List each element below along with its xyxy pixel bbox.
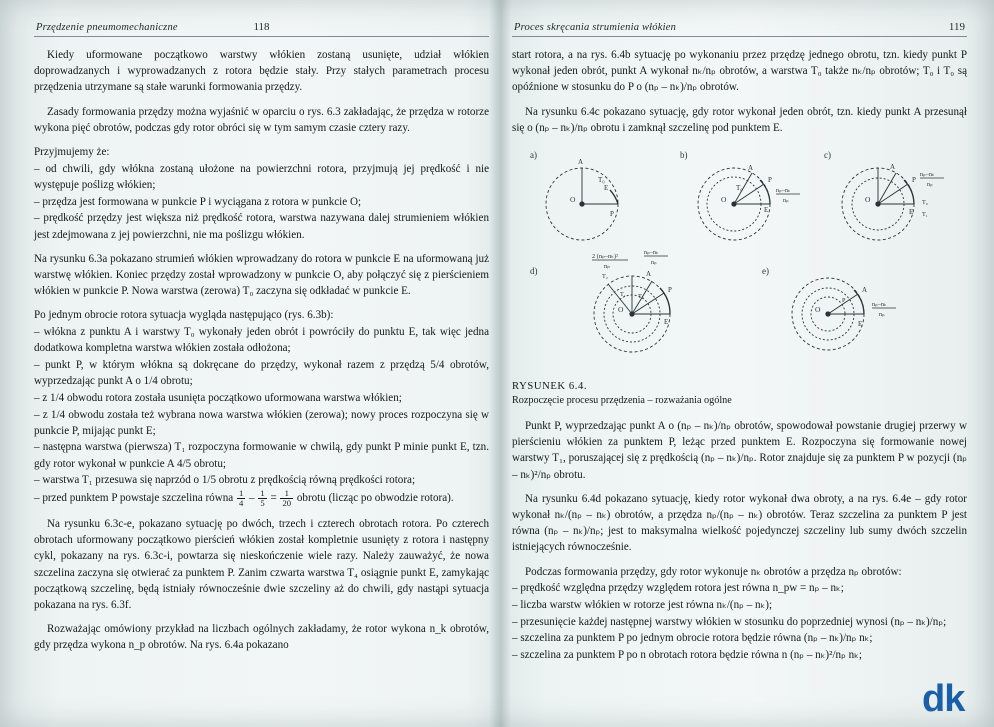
- svg-text:T₀: T₀: [598, 176, 605, 185]
- paragraph: Podczas formowania przędzy, gdy rotor wykonuje nₖ obrotów a przędza nₚ obrotów:: [525, 565, 902, 578]
- paragraph: – prędkość przędzy jest większa niż prędkość rotora, warstwa nazywana dalej strumieniem włókien jest zdejmowana z jej powierzchni, nie ma poślizgu włókien.: [34, 212, 489, 241]
- figure-6-4: [512, 146, 967, 374]
- paragraph-with-fractions: [34, 489, 489, 508]
- paragraph: – z 1/4 obwodu rotora została usunięta początkowo uformowana warstwa włókien;: [34, 391, 402, 404]
- running-head-right: Proces skręcania strumienia włókien: [514, 22, 677, 33]
- equals-sign: =: [267, 492, 280, 505]
- svg-text:nₚ: nₚ: [879, 311, 885, 319]
- svg-text:nₚ–nₖ: nₚ–nₖ: [776, 187, 791, 195]
- page-number-right: 119: [948, 21, 965, 33]
- fraction-one-fifth: $\frac{1}{5}$: [260, 488, 265, 509]
- svg-text:P: P: [668, 286, 672, 295]
- svg-text:O: O: [815, 305, 821, 315]
- paragraph: start rotora, a na rys. 6.4b sytuację po wykonaniu przez przędzę jednego obrotu, tzn. kiedy punkt P wykonał jeden obrót, punkt A wykonał nₖ/nₚ obrotów, a warstwa T₀ także nₖ/nₚ obrotów; T₀ i T₀ są opóźnione w stosunku do P o (nₚ – nₖ)/nₚ obrotów.: [512, 49, 967, 94]
- paragraph: – z 1/4 obwodu została też wybrana nowa warstwa włókien (zerowa); nowy proces rozpoczyna się w punkcie P, mijając punkt E;: [34, 408, 489, 437]
- paragraph: – następna warstwa (pierwsza) T₁ rozpoczyna formowanie w chwilą, gdy punkt P minie punkt E, tzn. gdy rotor wykonał w punkcie A 4/5 obrotu;: [34, 441, 489, 470]
- paragraph: Po jednym obrocie rotora sytuacja wygląda następująco (rys. 6.3b):: [34, 309, 334, 322]
- paragraph: Na rysunku 6.3a pokazano strumień włókien wprowadzany do rotora w punkcie E na uformowaną już warstwę włókien. Koniec przędzy został wprowadzony w punkcie O, aby połączyć się z pierścieniem włókien w punkcie P. Nowa warstwa (zerowa) T₀ zaczyna się odkładać w punkcie E.: [34, 252, 489, 298]
- paragraph-text-part1: – przed punktem P powstaje szczelina równa: [34, 492, 236, 505]
- left-page-body: [34, 47, 489, 654]
- svg-text:nₚ–nₖ: nₚ–nₖ: [920, 171, 935, 179]
- paragraph: – szczelina za punktem P po n obrotach rotora będzie równa n (nₚ – nₖ)²/nₚ nₖ;: [512, 649, 862, 662]
- svg-text:A: A: [646, 270, 652, 279]
- figure-6-4-drawing: [512, 146, 967, 374]
- svg-text:E: E: [909, 208, 914, 217]
- svg-text:A: A: [890, 163, 896, 172]
- svg-text:P: P: [842, 297, 846, 305]
- svg-text:nₚ: nₚ: [651, 259, 657, 267]
- paragraph: Kiedy uformowane początkowo warstwy włókien zostaną usunięte, udział włókien doprowadzanych i wyprowadzanych z rotora będzie stały. Przy stałych parametrach procesu przędzenia utrzymane są stałe warunki formowania przędzy.: [34, 49, 489, 94]
- running-head-left: Przędzenie pneumomechaniczne: [36, 22, 178, 33]
- svg-text:T₀: T₀: [638, 293, 644, 301]
- paragraph: – przesunięcie każdej następnej warstwy włókien w stosunku do poprzedniej wynosi (nₚ – nₖ)/nₚ;: [512, 615, 947, 628]
- paragraph: Zasady formowania przędzy można wyjaśnić w oparciu o rys. 6.3 zakładając, że przędza w rotorze wykona pięć obrotów, podczas gdy rotor obróci się w tym samym czasie cztery razy.: [34, 105, 489, 134]
- right-page-header: [512, 14, 967, 37]
- panel-label-b: b): [680, 150, 688, 161]
- paragraph: – punkt P, w którym włókna są dokręcane do przędzy, wykonał razem z przędzą 5/4 obrotów, wyprzedzając punkt A o 1/4 obrotu;: [34, 358, 489, 388]
- paragraph: – warstwa T₁ przesuwa się naprzód o 1/5 obrotu z prędkością równą prędkości rotora;: [34, 474, 416, 487]
- right-page-body-top: [512, 47, 967, 136]
- svg-text:nₚ–nₖ: nₚ–nₖ: [872, 301, 887, 309]
- panel-label-c: c): [824, 150, 831, 161]
- svg-text:2 (nₚ–nₖ)²: 2 (nₚ–nₖ)²: [592, 253, 619, 261]
- svg-text:A: A: [578, 158, 584, 167]
- svg-text:T₁: T₁: [620, 291, 626, 299]
- left-page-header: [34, 14, 489, 37]
- svg-text:A: A: [748, 164, 754, 173]
- paragraph: – liczba warstw włókien w rotorze jest równa nₖ/(nₚ – nₖ);: [512, 599, 773, 612]
- minus-sign: –: [246, 492, 258, 505]
- svg-text:E: E: [764, 206, 769, 215]
- paragraph: Na rysunku 6.4c pokazano sytuację, gdy rotor wykonał jeden obrót, tzn. kiedy punkt A przesunął się o (nₚ – nₖ)/nₚ obrotu i zamknął szczelinę pod punktem E.: [512, 105, 967, 134]
- svg-text:T₂: T₂: [602, 273, 608, 281]
- svg-text:P: P: [610, 210, 614, 219]
- paragraph: Przyjmujemy że:: [34, 146, 110, 159]
- svg-text:E: E: [664, 318, 669, 327]
- panel-label-d: d): [530, 266, 538, 277]
- svg-text:A: A: [862, 286, 868, 295]
- paragraph-text-part2: obrotu (licząc po obwodzie rotora).: [294, 492, 454, 505]
- paragraph: Na rysunku 6.4d pokazano sytuację, kiedy rotor wykonał dwa obroty, a na rys. 6.4e – gdy rotor wykonał nₖ/(nₚ – nₖ) obrotów, a przędza nₚ/(nₚ – nₖ) obrotów. Teraz szczelina za punktem P jest równa (nₚ – nₖ)/nₚ; jest to maksymalna wielkość pojedynczej szczeliny lub sumy dwóch szczelin istniejących równocześnie.: [512, 492, 967, 554]
- watermark-logo: [920, 675, 978, 719]
- paragraph: Rozważając omówiony przykład na liczbach ogólnych zakładamy, że rotor wykona n_k obrotów, gdy przędza wykona n_p obrotów. Na rys. 6.4a pokazano: [34, 623, 489, 652]
- figure-caption: [512, 380, 967, 408]
- svg-text:E: E: [604, 184, 609, 193]
- book-gutter-shadow: [489, 0, 511, 727]
- svg-text:O: O: [721, 195, 727, 205]
- paragraph: – od chwili, gdy włókna zostaną ułożone na powierzchni rotora, przyjmują jej prędkość i nie występuje poślizg włókien;: [34, 162, 489, 191]
- paragraph: – włókna z punktu A i warstwy T₀ wykonały jeden obrót i powróciły do punktu E, tak więc jedna dodatkowa kompletna warstwa włókien została odłożona;: [34, 326, 489, 355]
- panel-label-e: e): [762, 266, 769, 277]
- figure-caption-title: RYSUNEK 6.4.: [512, 381, 588, 393]
- right-page: [512, 14, 967, 713]
- svg-text:nₚ: nₚ: [783, 197, 789, 205]
- fraction-one-quarter: $\frac{1}{4}$: [238, 488, 244, 509]
- page-number-left: 118: [253, 21, 270, 33]
- fraction-one-twentieth: $\frac{1}{20}$: [282, 488, 292, 509]
- paragraph: – prędkość względna przędzy względem rotora jest równa n_pw = nₚ – nₖ;: [512, 582, 844, 595]
- svg-text:nₚ–nₖ: nₚ–nₖ: [644, 249, 659, 257]
- svg-text:T₀: T₀: [736, 184, 743, 193]
- paragraph: – przędza jest formowana w punkcie P i wyciągana z rotora w punkcie O;: [34, 195, 362, 208]
- svg-text:nₚ: nₚ: [604, 263, 610, 271]
- svg-text:O: O: [618, 305, 624, 315]
- svg-text:E: E: [858, 320, 863, 329]
- svg-text:P: P: [912, 176, 916, 185]
- paragraph: – szczelina za punktem P po jednym obrocie rotora będzie równa (nₚ – nₖ)/nₚ nₖ;: [512, 632, 873, 645]
- svg-text:T₀: T₀: [922, 199, 928, 207]
- svg-text:O: O: [865, 195, 871, 205]
- watermark-logo-text: dk: [922, 678, 965, 719]
- svg-text:nₚ: nₚ: [927, 181, 933, 189]
- paragraph: Punkt P, wyprzedzając punkt A o (nₚ – nₖ)/nₚ obrotów, spowodował powstanie drugiej przerwy w pierścieniu włókien za punktem P, leżąc przed punktem E. Rozpoczyna się formowanie nowej warstwy T₁, poruszającej się z prędkością (nₚ – nₖ)/nₚ. Rotor znajduje się za punktem P w pozycji (nₚ – nₖ)²/nₚ obrotu.: [512, 420, 967, 481]
- right-page-body-bottom: [512, 418, 967, 663]
- panel-label-a: a): [530, 150, 537, 161]
- paragraph: Na rysunku 6.3c-e, pokazano sytuację po dwóch, trzech i czterech obrotach rotora. Po czterech obrotach uformowany początkowo pierścień włókien został kompletnie usunięty z rotora i następny cykl, pokazany na rys. 6.3c-i, powtarza się nieskończenie wiele razy. Należy zauważyć, że nowa szczelina zaczyna się otwierać za punktem P. Zanim czwarta warstwa T₄ osiągnie punkt E, zamykając początkową szczelinę, będą istniały równocześnie dwie szczeliny aż do chwili, gdy nastąpi sytuacja pokazana na rys. 6.3f.: [34, 517, 489, 611]
- figure-caption-subtitle: Rozpoczęcie procesu przędzenia – rozważania ogólne: [512, 395, 732, 407]
- left-page: [34, 14, 489, 713]
- svg-text:O: O: [570, 195, 576, 205]
- svg-text:T₁: T₁: [922, 211, 928, 219]
- svg-text:P: P: [768, 176, 772, 185]
